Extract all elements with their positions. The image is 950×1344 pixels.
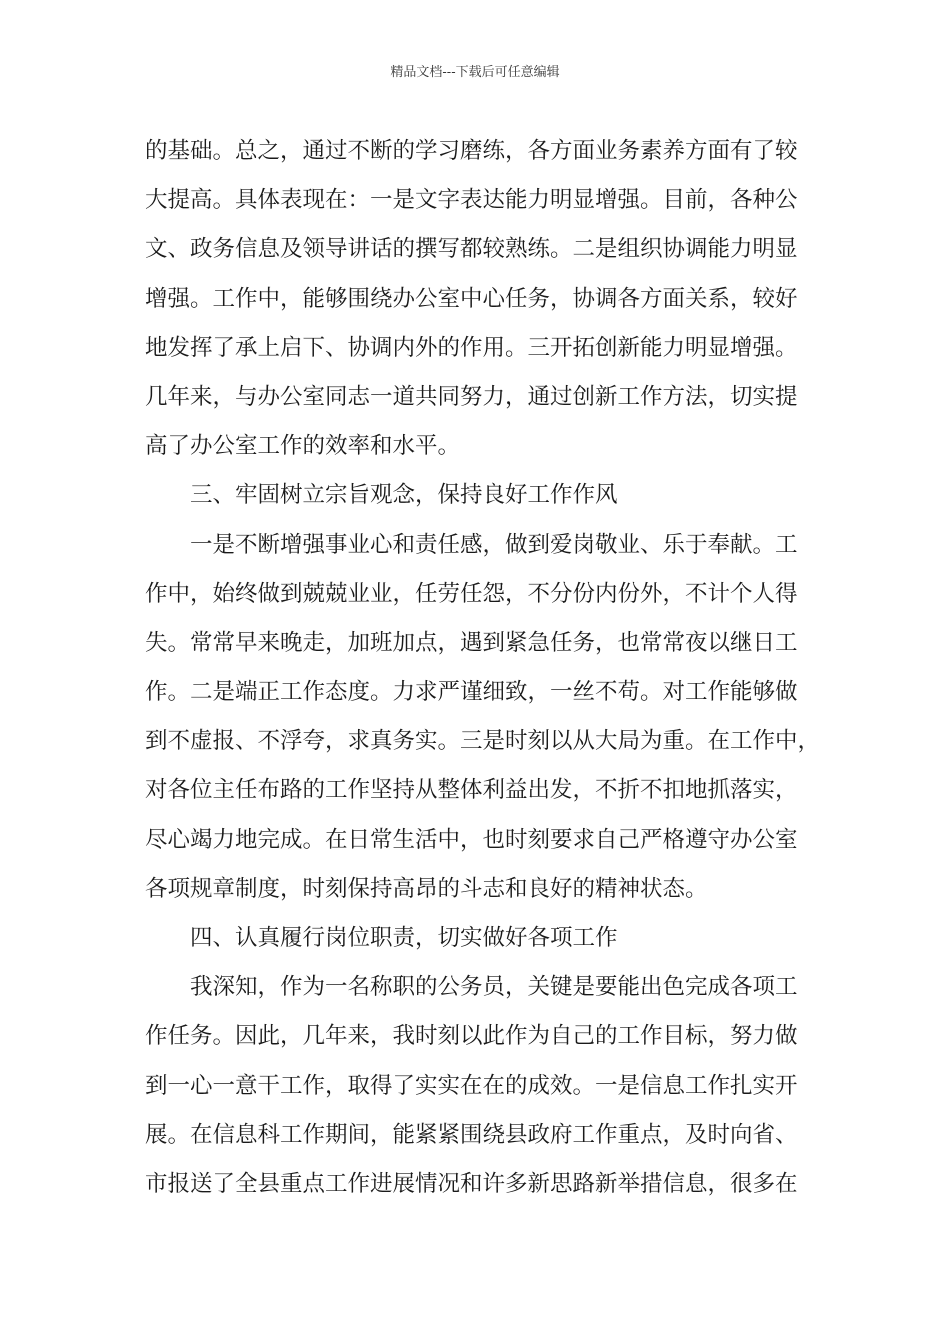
text-line: 地发挥了承上启下、协调内外的作用。三开拓创新能力明显增强。 <box>145 334 798 361</box>
text-line: 到一心一意干工作，取得了实实在在的成效。一是信息工作扎实开 <box>145 1072 798 1099</box>
text-line: 展。在信息科工作期间，能紧紧围绕县政府工作重点，及时向省、 <box>145 1121 798 1148</box>
text-line: 到不虚报、不浮夸，求真务实。三是时刻以从大局为重。在工作中， <box>145 728 821 755</box>
text-line: 各项规章制度，时刻保持高昂的斗志和良好的精神状态。 <box>145 875 708 902</box>
text-line: 失。常常早来晚走，加班加点，遇到紧急任务，也常常夜以继日工 <box>145 629 798 656</box>
text-line: 尽心竭力地完成。在日常生活中，也时刻要求自己严格遵守办公室 <box>145 826 798 853</box>
text-line: 大提高。具体表现在：一是文字表达能力明显增强。目前，各种公 <box>145 187 798 214</box>
text-line: 增强。工作中，能够围绕办公室中心任务，协调各方面关系，较好 <box>145 285 798 312</box>
text-line: 文、政务信息及领导讲话的撰写都较熟练。二是组织协调能力明显 <box>145 236 798 263</box>
text-line: 作任务。因此，几年来，我时刻以此作为自己的工作目标，努力做 <box>145 1023 798 1050</box>
text-line: 市报送了全县重点工作进展情况和许多新思路新举措信息，很多在 <box>145 1170 798 1197</box>
text-line: 作中，始终做到兢兢业业，任劳任怨，不分份内份外，不计个人得 <box>145 580 798 607</box>
document-body <box>145 127 825 1209</box>
page-header: 精品文档---下载后可任意编辑 <box>390 65 560 80</box>
text-line: 的基础。总之，通过不断的学习磨练，各方面业务素养方面有了较 <box>145 138 798 164</box>
text-line: 几年来，与办公室同志一道共同努力，通过创新工作方法，切实提 <box>145 383 798 410</box>
text-line: 我深知，作为一名称职的公务员，关键是要能出色完成各项工 <box>190 974 798 1001</box>
text-line: 一是不断增强事业心和责任感，做到爱岗敬业、乐于奉献。工 <box>190 531 798 558</box>
text-line: 高了办公室工作的效率和水平。 <box>145 433 461 460</box>
section-heading: 四、认真履行岗位职责，切实做好各项工作 <box>190 925 618 951</box>
text-line: 对各位主任布路的工作坚持从整体利益出发，不折不扣地抓落实， <box>145 777 798 804</box>
section-heading: 三、牢固树立宗旨观念，保持良好工作作风 <box>190 482 618 509</box>
text-line: 作。二是端正工作态度。力求严谨细致，一丝不苟。对工作能够做 <box>145 679 798 706</box>
